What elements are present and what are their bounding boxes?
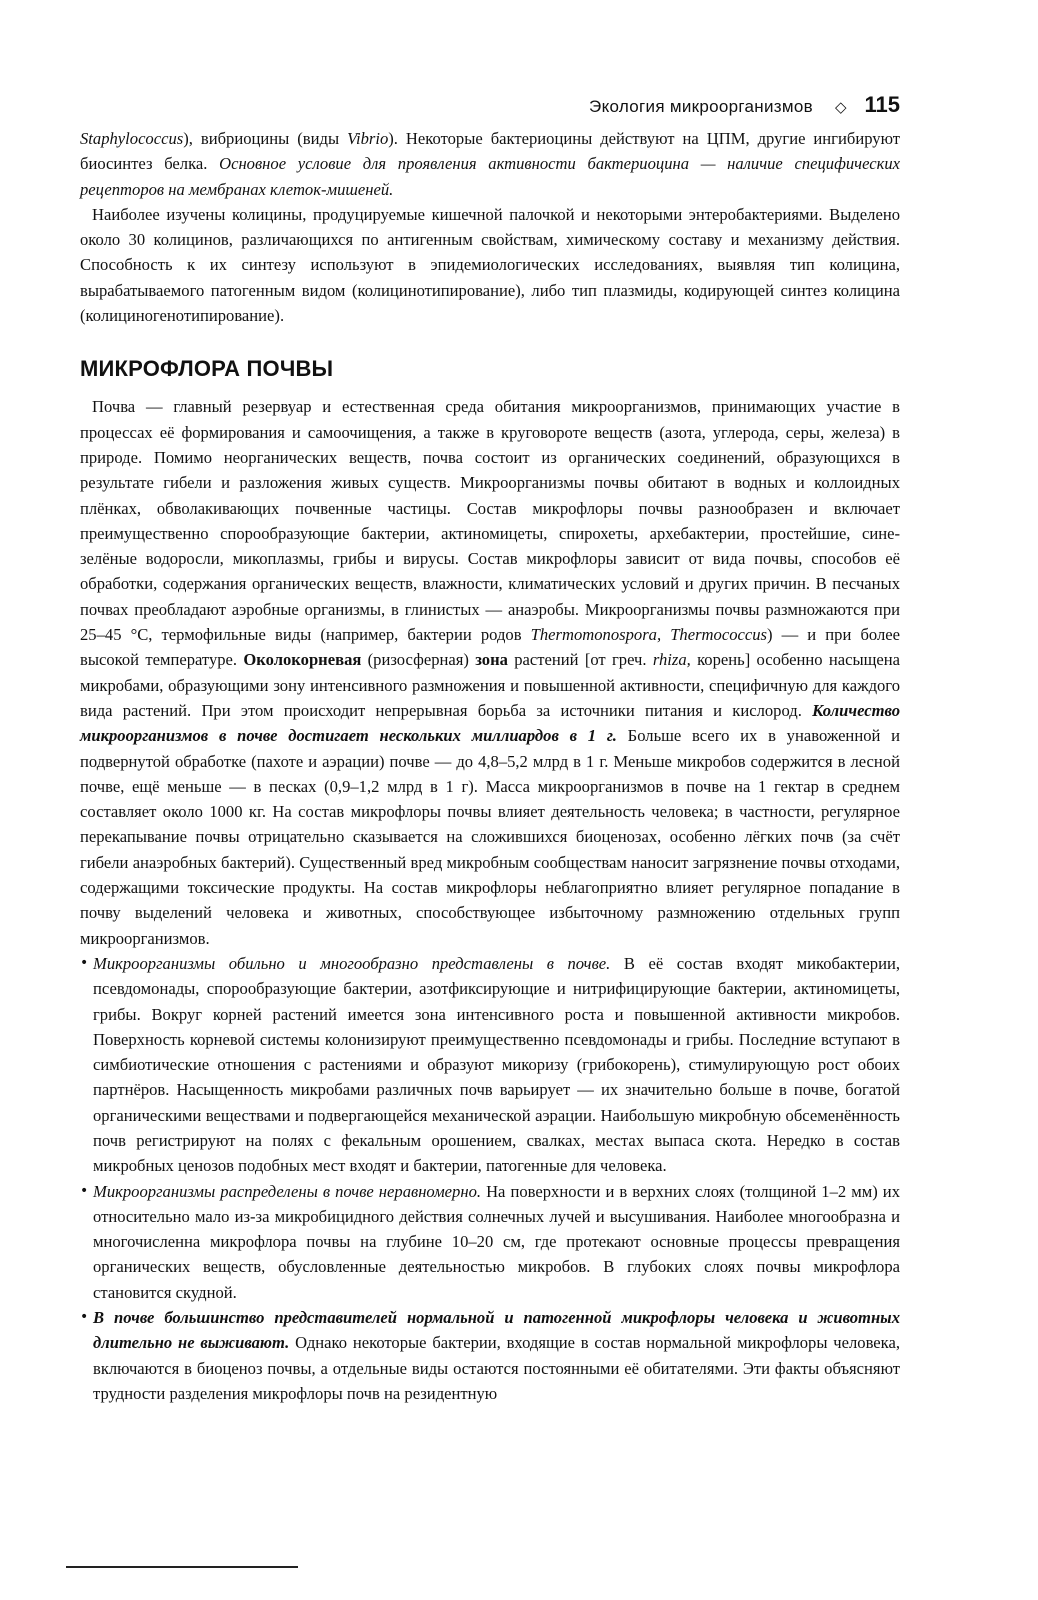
bullet-list — [80, 951, 900, 1406]
term-rhizosphere: Околокорневая — [243, 650, 362, 670]
list-item — [80, 1305, 900, 1406]
text-span: ). Некоторые бактериоцины действуют на ЦПМ, другие ингибируют биосинтез белка. — [80, 129, 900, 174]
key-statement-count: Количество микроорганизмов в почве достигает нескольких миллиардов в 1 г. — [80, 700, 900, 746]
taxon-staphylococcus: Staphylococcus — [80, 129, 184, 148]
text-span: (ризосферная) — [361, 650, 476, 670]
section-paragraph — [80, 394, 900, 951]
bullet-lead: В почве большинство представителей нормальной и патогенной микрофлоры человека и животных длительно не выживают. — [93, 1308, 900, 1353]
footnote-divider — [66, 1566, 298, 1568]
text-span: Почва — главный резервуар и естественная среда обитания микроорганизмов, принимающих участие в процессах её формирования и самоочищения, а также в круговороте веществ (азота, углерода, серы, железа) в природе. Помимо неорганических веществ, почва состоит из органических соединений, образующихся в результате гибели и разложения живых существ. Микроорганизмы почвы обитают в водных и коллоидных плёнках, обволакивающих почвенные частицы. Состав микрофлоры почвы разнообразен и включает преимущественно спорообразующие бактерии, актиномицеты, спирохеты, архебактерии, простейшие, сине-зелёные водоросли, микоплазмы, грибы и вирусы. Состав микрофлоры зависит от вида почвы, способов её обработки, содержания органических веществ, влажности, климатических условий и других причин. В песчаных почвах преобладают аэробные организмы, в глинистых — анаэробы. Микроорганизмы почвы размножаются при 25–45 °C, термофильные виды (например, бактерии родов — [80, 397, 900, 645]
text-span: ) — и при более высокой температуре. — [80, 625, 900, 670]
intro-paragraph-1 — [80, 126, 900, 202]
bullet-icon: • — [80, 954, 89, 971]
text-span: ), вибриоцины (виды — [183, 129, 348, 148]
bullet-text: На поверхности и в верхних слоях (толщиной 1–2 мм) их относительно мало из-за микробицидного действия солнечных лучей и высушивания. Наиболее многообразна и многочисленна микрофлора почвы на глубине 10–20 см, где протекают основные процессы превращения органических веществ, обусловленные деятельностью микробов. В глубоких слоях почвы микрофлора становится скудной. — [93, 1181, 900, 1302]
intro-paragraph-2: Наиболее изучены колицины, продуцируемые кишечной палочкой и некоторыми энтеробактериями. Выделено около 30 колицинов, различающихся по антигенным свойствам, химическому составу и механизму действия. Способность к их синтезу используют в эпидемиологических исследованиях, выявляя тип колицина, вырабатываемого патогенным видом (колицинотипирование), либо тип плазмиды, кодирующей синтез колицина (колициногенотипирование). — [80, 204, 900, 326]
taxon-vibrio: Vibrio — [347, 129, 389, 148]
bullet-text: В её состав входят микобактерии, псевдомонады, спорообразующие бактерии, азотфиксирующие и нитрифицирующие бактерии, актиномицеты, грибы. Вокруг корней растений имеется зона интенсивного роста и повышенной активности микробов. Поверхность корневой системы колонизируют преимущественно псевдомонады и грибы. Последние вступают в симбиотические отношения с растениями и образуют микоризу (грибокорень), стимулирующую рост обоих партнёров. Насыщенность микробами различных почв варьирует — их значительно больше в почве, богатой органическими веществами и подвергающейся механической аэрации. Наибольшую микробную обсеменённость почв регистрируют на полях с фекальным орошением, свалках, местах выпаса скота. Нередко в состав микробных ценозов подобных мест входят и бактерии, патогенные для человека. — [93, 953, 900, 1176]
page-content — [80, 92, 900, 1406]
page-number: 115 — [864, 92, 900, 117]
bullet-text: Однако некоторые бактерии, входящие в состав нормальной микрофлоры человека, включаются в биоценоз почвы, а отдельные виды остаются постоянными её обитателями. Эти факты объясняют трудности разделения микрофлоры почв на резидентную — [93, 1333, 901, 1403]
term-rhiza: rhiza, — [652, 650, 691, 670]
bullet-icon: • — [80, 1309, 89, 1326]
taxa-thermophiles: Thermomonospora, Thermococcus — [530, 625, 767, 645]
section-heading: МИКРОФЛОРА ПОЧВЫ — [80, 356, 334, 382]
list-item — [80, 951, 900, 1179]
text-span: корень] особенно насыщена микробами, образующими зону интенсивного размножения и повышенной активности, специфичную для каждого вида растений. При этом происходит непрерывная борьба за источники питания и кислород. — [80, 650, 900, 720]
running-head — [80, 92, 900, 122]
bullet-lead: Микроорганизмы обильно и многообразно представлены в почве. — [93, 953, 611, 973]
bullet-icon: • — [80, 1182, 89, 1199]
running-head-title: Экология микроорганизмов — [589, 97, 813, 116]
key-statement: Основное условие для проявления активности бактериоцина — наличие специфических рецепторов на мембранах клеток-мишеней. — [80, 154, 901, 199]
text-span: растений [от греч. — [507, 650, 653, 670]
text-span: Больше всего их в унавоженной и подвернутой обработке (пахоте и аэрации) почве — до 4,8–5,2 млрд в 1 г. Меньше микробов содержится в лесной почве, ещё меньше — в песках (0,9–1,2 млрд в 1 г). Масса микроорганизмов в почве на 1 гектар в среднем составляет около 1000 кг. На состав микрофлоры почвы влияет деятельность человека; в частности, регулярное перекапывание почвы отрицательно сказывается на сложившихся биоценозах, особенно лёгких почв (за счёт гибели анаэробных бактерий). Существенный вред микробным сообществам наносит загрязнение почвы отходами, содержащими токсические продукты. На состав микрофлоры неблагоприятно влияет регулярное попадание в почву выделений человека и животных, способствующее избыточному размножению отдельных групп микроорганизмов. — [80, 726, 901, 948]
bullet-lead: Микроорганизмы распределены в почве неравномерно. — [93, 1181, 482, 1201]
term-zone: зона — [475, 650, 508, 670]
list-item — [80, 1179, 900, 1305]
diamond-icon: ◇ — [834, 98, 847, 116]
